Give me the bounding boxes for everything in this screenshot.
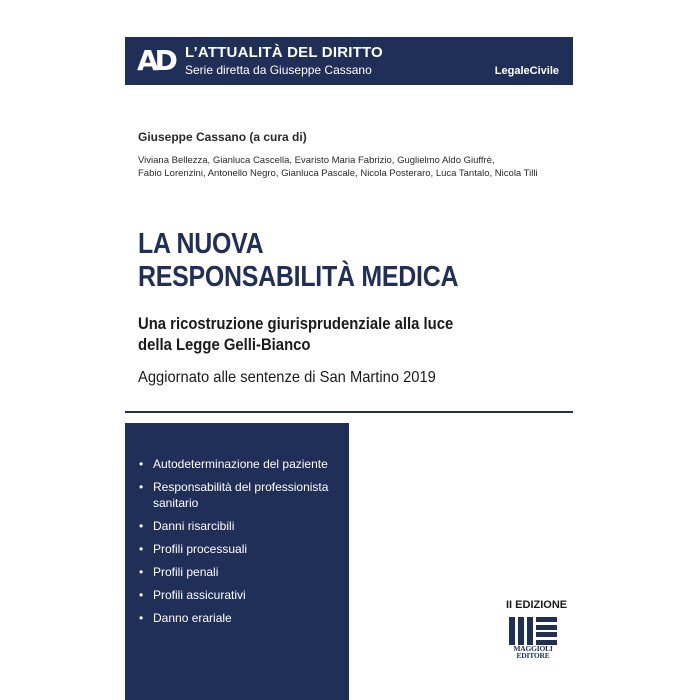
contributors-line-1: Viviana Bellezza, Gianluca Cascella, Evaristo Maria Fabrizio, Guglielmo Aldo Giuffrè, — [138, 155, 495, 166]
topic-label: Autodeterminazione del paziente — [153, 457, 328, 471]
topic-label: Responsabilità del professionista sanitario — [153, 480, 329, 510]
bullet-icon: • — [139, 611, 144, 625]
publisher-name-line-2: EDITORE — [516, 651, 550, 660]
bullet-icon: • — [139, 519, 144, 533]
book-title-line-2: RESPONSABILITÀ MEDICA — [138, 261, 459, 293]
topic-item — [139, 541, 344, 557]
book-title-line-1: LA NUOVA — [138, 228, 264, 260]
topic-item — [139, 518, 344, 534]
topics-panel — [125, 423, 349, 700]
topics-list — [139, 456, 344, 633]
book-subtitle-line-1: Una ricostruzione giurisprudenziale alla luce — [138, 315, 454, 333]
publisher-bars-icon — [509, 617, 557, 645]
topic-item — [139, 456, 344, 472]
ad-logo: AD — [137, 44, 174, 77]
series-subtitle: Serie diretta da Giuseppe Cassano — [185, 63, 372, 77]
editor-name: Giuseppe Cassano (a cura di) — [138, 130, 307, 144]
bullet-icon: • — [139, 457, 144, 471]
bullet-icon: • — [139, 588, 144, 602]
bullet-icon: • — [139, 542, 144, 556]
topic-item — [139, 564, 344, 580]
topic-label: Profili assicurativi — [153, 588, 246, 602]
book-subtitle — [138, 314, 488, 356]
book-title — [138, 228, 510, 294]
collection-label: LegaleCivile — [494, 65, 559, 77]
book-subtitle-line-2: della Legge Gelli-Bianco — [138, 336, 311, 354]
bullet-icon: • — [139, 565, 144, 579]
bullet-icon: • — [139, 480, 144, 494]
topic-item — [139, 610, 344, 626]
update-note: Aggiornato alle sentenze di San Martino 2019 — [138, 369, 436, 386]
divider-rule — [125, 411, 573, 413]
publisher-name — [507, 645, 559, 659]
contributors — [138, 154, 558, 180]
topic-label: Danno erariale — [153, 611, 232, 625]
publisher-logo — [507, 617, 559, 660]
topic-label: Danni risarcibili — [153, 519, 235, 533]
series-title: L’ATTUALITÀ DEL DIRITTO — [185, 44, 383, 61]
publisher-name-line-1: MAGGIOLI — [513, 644, 553, 653]
contributors-line-2: Fabio Lorenzini, Antonello Negro, Gianluca Pascale, Nicola Posteraro, Luca Tantalo, Nicola Tilli — [138, 168, 538, 179]
topic-label: Profili penali — [153, 565, 219, 579]
topic-label: Profili processuali — [153, 542, 248, 556]
topic-item — [139, 479, 344, 511]
topic-item — [139, 587, 344, 603]
edition-label: II EDIZIONE — [506, 599, 568, 611]
series-header — [125, 37, 573, 85]
